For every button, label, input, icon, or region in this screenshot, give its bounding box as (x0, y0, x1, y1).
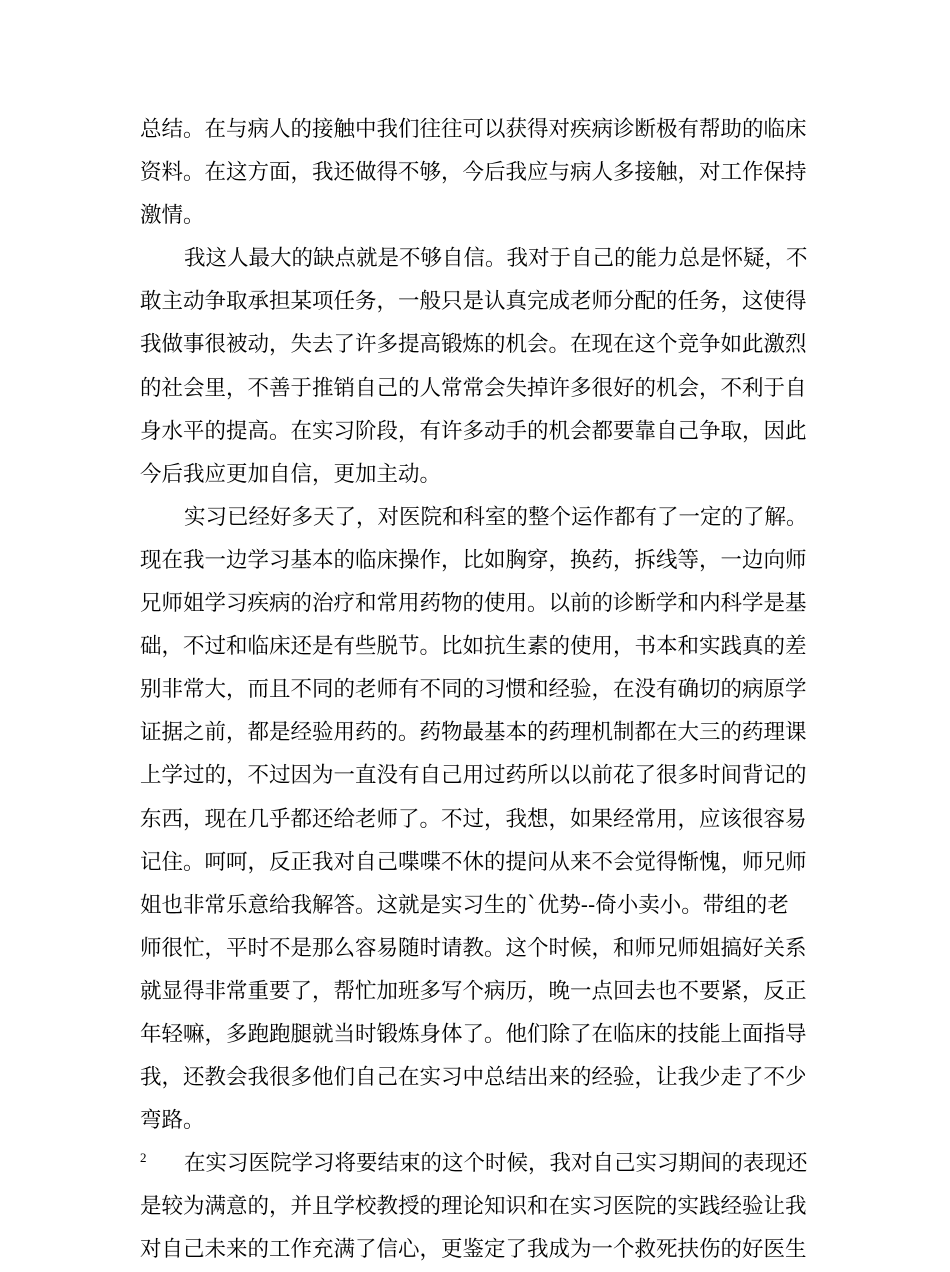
text-line: 记住。呵呵，反正我对自己喋喋不休的提问从来不会觉得惭愧，师兄师 (140, 849, 807, 875)
text-line: 敢主动争取承担某项任务，一般只是认真完成老师分配的任务，这使得 (140, 289, 807, 315)
text-line: 年轻嘛，多跑跑腿就当时锻炼身体了。他们除了在临床的技能上面指导 (140, 1021, 807, 1047)
text-line: 在实习医院学习将要结束的这个时候，我对自己实习期间的表现还 (184, 1151, 808, 1177)
text-line: 今后我应更加自信，更加主动。 (140, 461, 442, 487)
text-line: 姐也非常乐意给我解答。这就是实习生的`优势--倚小卖小。带组的老 (140, 892, 789, 918)
text-line: 别非常大，而且不同的老师有不同的习惯和经验，在没有确切的病原学 (140, 677, 807, 703)
text-line: 兄师姐学习疾病的治疗和常用药物的使用。以前的诊断学和内科学是基 (140, 591, 807, 617)
text-line: 身水平的提高。在实习阶段，有许多动手的机会都要靠自己争取，因此 (140, 418, 807, 444)
page-number: 2 (140, 1150, 147, 1165)
paragraph (140, 496, 816, 1142)
text-line: 础，不过和临床还是有些脱节。比如抗生素的使用，书本和实践真的差 (140, 634, 807, 660)
text-line: 弯路。 (140, 1108, 205, 1134)
text-line: 我做事很被动，失去了许多提高锻炼的机会。在现在这个竞争如此激烈 (140, 332, 807, 358)
text-line: 我，还教会我很多他们自己在实习中总结出来的经验，让我少走了不少 (140, 1065, 807, 1091)
text-line: 的社会里，不善于推销自己的人常常会失掉许多很好的机会，不利于自 (140, 375, 807, 401)
text-line: 实习已经好多天了，对医院和科室的整个运作都有了一定的了解。 (184, 504, 808, 530)
text-line: 证据之前，都是经验用药的。药物最基本的药理机制都在大三的药理课 (140, 720, 807, 746)
text-line: 对自己未来的工作充满了信心，更鉴定了我成为一个救死扶伤的好医生 (140, 1237, 807, 1263)
text-line: 上学过的，不过因为一直没有自己用过药所以以前花了很多时间背记的 (140, 763, 807, 789)
text-line: 资料。在这方面，我还做得不够，今后我应与病人多接触，对工作保持 (140, 160, 807, 186)
paragraph (140, 1142, 816, 1271)
text-line: 师很忙，平时不是那么容易随时请教。这个时候，和师兄师姐搞好关系 (140, 935, 807, 961)
text-line: 激情。 (140, 203, 205, 229)
text-line: 就显得非常重要了，帮忙加班多写个病历，晚一点回去也不要紧，反正 (140, 978, 807, 1004)
text-line: 现在我一边学习基本的临床操作，比如胸穿，换药，拆线等，一边向师 (140, 547, 807, 573)
paragraph (140, 108, 816, 237)
text-line: 我这人最大的缺点就是不够自信。我对于自己的能力总是怀疑，不 (184, 246, 808, 272)
text-line: 是较为满意的，并且学校教授的理论知识和在实习医院的实践经验让我 (140, 1194, 807, 1220)
paragraph (140, 237, 816, 496)
text-line: 东西，现在几乎都还给老师了。不过，我想，如果经常用，应该很容易 (140, 806, 807, 832)
body-text (140, 108, 816, 1272)
text-line: 总结。在与病人的接触中我们往往可以获得对疾病诊断极有帮助的临床 (140, 117, 807, 142)
